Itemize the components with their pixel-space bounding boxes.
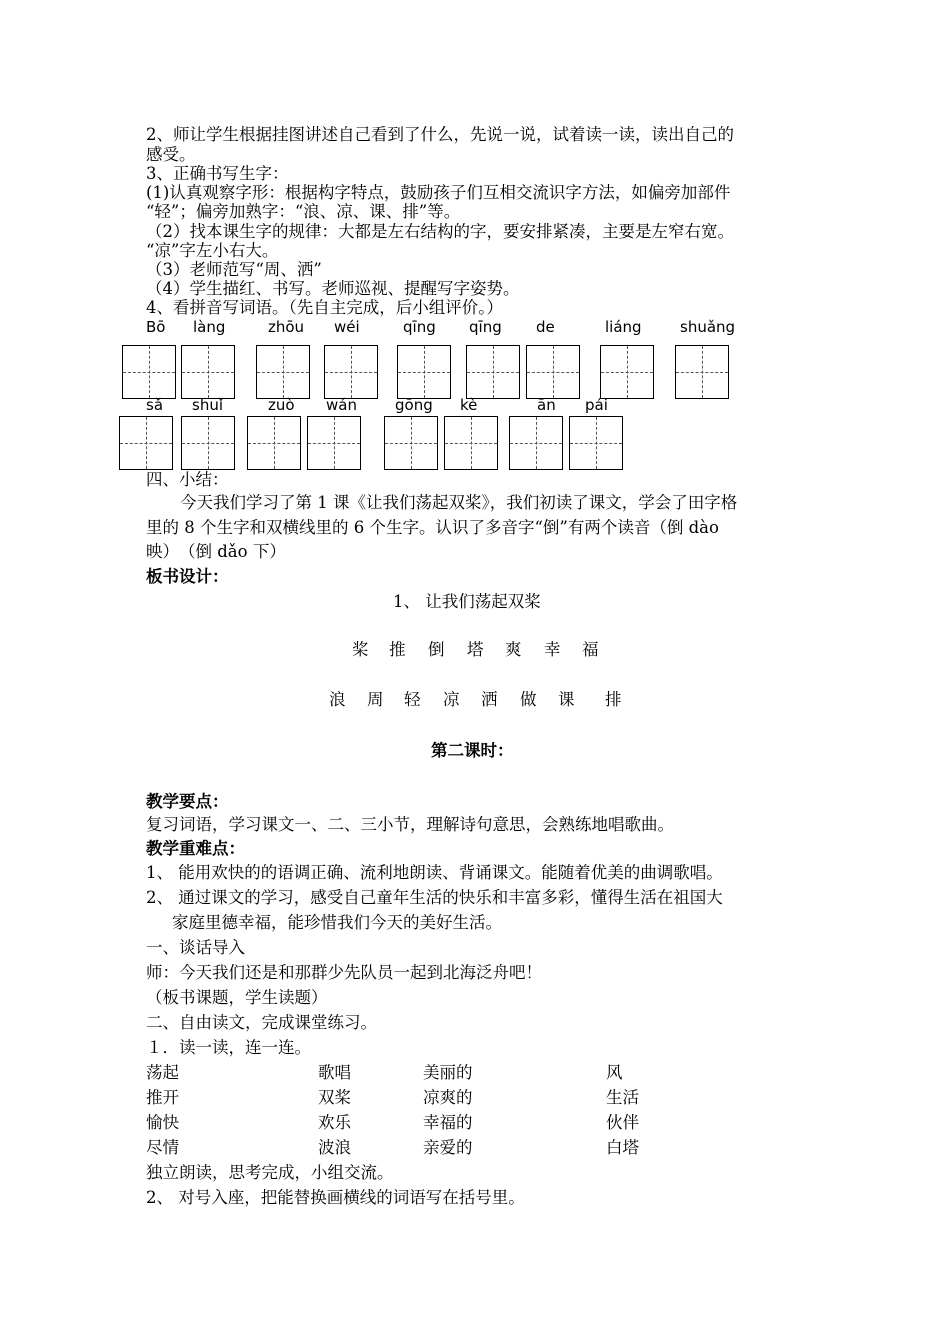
- pinyin-label: zuò: [268, 396, 295, 414]
- board-char: 课: [558, 690, 575, 709]
- text-line: “轻”；偏旁加熟字：“浪、凉、课、排”等。: [146, 202, 461, 221]
- difficulties-heading: 教学重难点：: [146, 839, 245, 858]
- board-char: 福: [582, 640, 599, 659]
- match-word: 双桨: [318, 1088, 351, 1107]
- board-char: 爽: [505, 640, 522, 659]
- pinyin-label: làng: [193, 318, 226, 336]
- text-line: 一、谈话导入: [146, 938, 245, 957]
- writing-grid-box[interactable]: [384, 416, 438, 470]
- writing-grid-box[interactable]: [569, 416, 623, 470]
- pinyin-label: kè: [460, 396, 478, 414]
- match-word: 亲爱的: [423, 1138, 473, 1157]
- pinyin-label: pái: [585, 396, 608, 414]
- text-line: １．读一读，连一连。: [146, 1038, 311, 1057]
- pinyin-label: qīng: [469, 318, 502, 336]
- text-line: “凉”字左小右大。: [146, 241, 279, 260]
- board-char: 塔: [467, 640, 484, 659]
- match-word: 美丽的: [423, 1063, 473, 1082]
- match-word: 愉快: [146, 1113, 179, 1132]
- summary-text: 今天我们学习了第 1 课《让我们荡起双桨》，我们初读了课文，学会了田字格: [180, 493, 738, 512]
- pinyin-label: qīng: [403, 318, 436, 336]
- writing-grid-box[interactable]: [600, 345, 654, 399]
- text-line: 独立朗读，思考完成，小组交流。: [146, 1163, 394, 1182]
- summary-heading: 四、小结：: [146, 470, 229, 489]
- text-line: （板书课题，学生读题）: [146, 988, 328, 1007]
- text-line: 感受。: [146, 145, 196, 164]
- writing-grid-box[interactable]: [181, 416, 235, 470]
- text-line: （4）学生描红、书写。老师巡视、提醒写字姿势。: [146, 279, 520, 298]
- pinyin-label: wán: [326, 396, 357, 414]
- pinyin-label: wéi: [334, 318, 360, 336]
- board-char: 轻: [404, 690, 421, 709]
- text-line: 师：今天我们还是和那群少先队员一起到北海泛舟吧！: [146, 963, 542, 982]
- writing-grid-box[interactable]: [675, 345, 729, 399]
- board-char: 凉: [443, 690, 460, 709]
- writing-grid-box[interactable]: [397, 345, 451, 399]
- match-word: 欢乐: [318, 1113, 351, 1132]
- text-line: 4、看拼音写词语。（先自主完成，后小组评价。）: [146, 298, 503, 317]
- board-char: 倒: [428, 640, 445, 659]
- board-char: 推: [389, 640, 406, 659]
- match-word: 推开: [146, 1088, 179, 1107]
- text-line: 2、师让学生根据挂图讲述自己看到了什么，先说一说，试着读一读，读出自己的: [146, 125, 734, 144]
- text-line: 1、 能用欢快的的语调正确、流利地朗读、背诵课文。能随着优美的曲调歌唱。: [146, 863, 723, 882]
- writing-grid-box[interactable]: [307, 416, 361, 470]
- writing-grid-box[interactable]: [526, 345, 580, 399]
- board-char: 排: [605, 690, 622, 709]
- text-line: 3、正确书写生字：: [146, 164, 289, 183]
- match-word: 生活: [606, 1088, 639, 1107]
- summary-text: 映） （倒 dǎo 下）: [146, 542, 286, 561]
- summary-text: 里的 8 个生字和双横线里的 6 个生字。认识了多音字“倒”有两个读音（倒 dào: [146, 518, 719, 537]
- board-char: 幸: [544, 640, 561, 659]
- writing-grid-box[interactable]: [119, 416, 173, 470]
- key-points-heading: 教学要点：: [146, 792, 229, 811]
- text-line: 家庭里德幸福，能珍惜我们今天的美好生活。: [172, 913, 502, 932]
- pinyin-label: Bō: [146, 318, 166, 336]
- board-heading: 板书设计：: [146, 567, 229, 586]
- board-char: 浪: [329, 690, 346, 709]
- writing-grid-box[interactable]: [466, 345, 520, 399]
- lesson2-title: 第二课时：: [431, 741, 514, 760]
- text-line: 2、 对号入座，把能替换画横线的词语写在括号里。: [146, 1188, 525, 1207]
- writing-grid-box[interactable]: [324, 345, 378, 399]
- match-word: 幸福的: [423, 1113, 473, 1132]
- text-line: （3）老师范写“周、洒”: [146, 260, 322, 279]
- match-word: 荡起: [146, 1063, 179, 1082]
- match-word: 凉爽的: [423, 1088, 473, 1107]
- pinyin-label: liáng: [605, 318, 642, 336]
- pinyin-label: zhōu: [268, 318, 305, 336]
- writing-grid-box[interactable]: [122, 345, 176, 399]
- pinyin-label: de: [536, 318, 555, 336]
- board-title: 1、 让我们荡起双桨: [393, 592, 541, 611]
- pinyin-label: shuǎng: [680, 318, 736, 336]
- board-char: 洒: [481, 690, 498, 709]
- pinyin-label: shuǐ: [192, 396, 223, 414]
- writing-grid-box[interactable]: [247, 416, 301, 470]
- writing-grid-box[interactable]: [256, 345, 310, 399]
- pinyin-label: ān: [537, 396, 556, 414]
- pinyin-label: gōng: [395, 396, 433, 414]
- writing-grid-box[interactable]: [444, 416, 498, 470]
- pinyin-label: sǎ: [146, 396, 164, 414]
- writing-grid-box[interactable]: [509, 416, 563, 470]
- match-word: 白塔: [606, 1138, 639, 1157]
- match-word: 歌唱: [318, 1063, 351, 1082]
- board-char: 做: [520, 690, 537, 709]
- text-line: 二、自由读文，完成课堂练习。: [146, 1013, 377, 1032]
- board-char: 周: [367, 690, 384, 709]
- text-line: 2、 通过课文的学习，感受自己童年生活的快乐和丰富多彩，懂得生活在祖国大: [146, 888, 723, 907]
- board-char: 桨: [352, 640, 369, 659]
- match-word: 风: [606, 1063, 623, 1082]
- writing-grid-box[interactable]: [181, 345, 235, 399]
- match-word: 伙伴: [606, 1113, 639, 1132]
- match-word: 尽情: [146, 1138, 179, 1157]
- text-line: (1)认真观察字形：根据构字特点，鼓励孩子们互相交流识字方法，如偏旁加部件: [146, 183, 731, 202]
- text-line: 复习词语，学习课文一、二、三小节，理解诗句意思，会熟练地唱歌曲。: [146, 815, 674, 834]
- text-line: （2）找本课生字的规律：大都是左右结构的字，要安排紧凑，主要是左窄右宽。: [146, 222, 734, 241]
- match-word: 波浪: [318, 1138, 351, 1157]
